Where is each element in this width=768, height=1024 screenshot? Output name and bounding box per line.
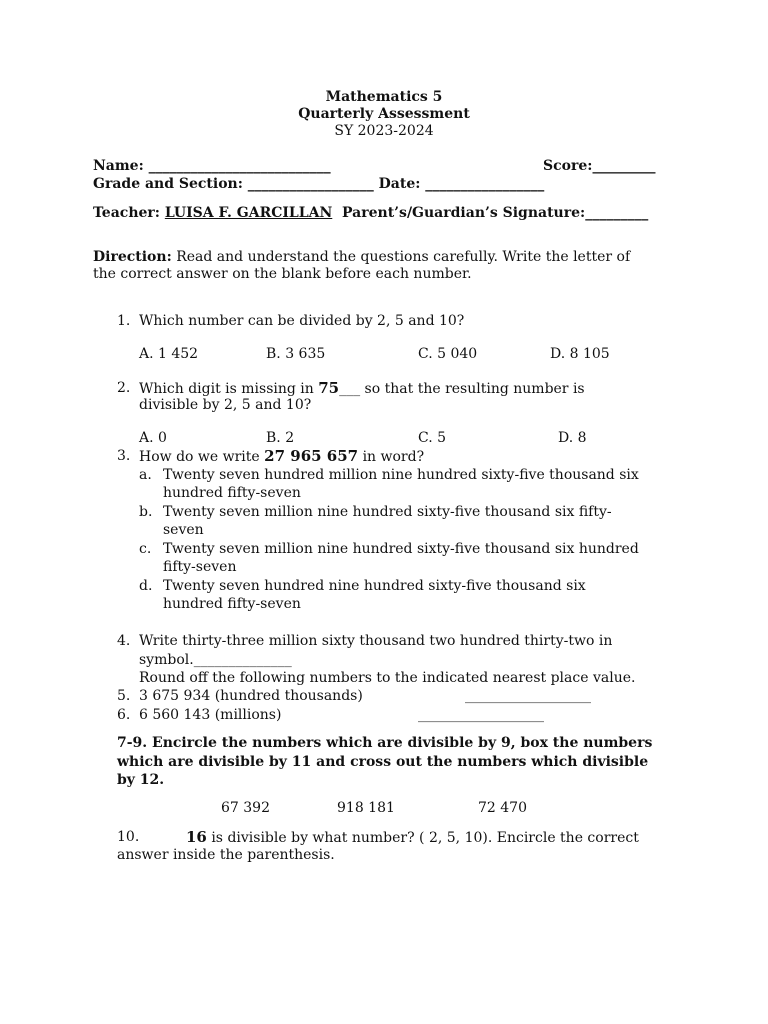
q3-option-b-line-1: Twenty seven million nine hundred sixty-five thousand six fifty- bbox=[163, 504, 612, 520]
q3-option-b-line-2: seven bbox=[163, 522, 204, 538]
q2-choice-d: D. 8 bbox=[558, 430, 587, 446]
q3-text: How do we write 27 965 657 in word? bbox=[139, 447, 425, 465]
school-year: SY 2023-2024 bbox=[334, 123, 434, 139]
q3-bold-number: 27 965 657 bbox=[264, 447, 359, 465]
q1-choice-a: A. 1 452 bbox=[139, 346, 199, 362]
name-field bbox=[93, 157, 331, 175]
q3-option-b-letter: b. bbox=[139, 504, 153, 520]
date-blank[interactable]: _________________ bbox=[425, 176, 545, 192]
q3-option-c-line-1: Twenty seven million nine hundred sixty-five thousand six hundred bbox=[163, 541, 639, 557]
page-subtitle: Quarterly Assessment bbox=[298, 106, 470, 122]
page-title: Mathematics 5 bbox=[325, 89, 443, 105]
q7-9-number-1[interactable]: 67 392 bbox=[221, 800, 270, 816]
score-label: Score: bbox=[543, 158, 593, 174]
score-field bbox=[543, 157, 655, 175]
q1-choice-b: B. 3 635 bbox=[266, 346, 326, 362]
name-blank[interactable]: __________________________ bbox=[148, 158, 331, 174]
q7-9-number-2[interactable]: 918 181 bbox=[337, 800, 395, 816]
q1-choice-d: D. 8 105 bbox=[550, 346, 610, 362]
q7-9-instruction-line-3: by 12. bbox=[117, 772, 165, 788]
grade-label: Grade and Section: bbox=[93, 176, 243, 192]
q4-number: 4. bbox=[117, 633, 131, 649]
q2-bold-number: 75 bbox=[318, 379, 340, 397]
q6-text: 6 560 143 (millions) bbox=[139, 707, 282, 723]
name-label: Name: bbox=[93, 158, 144, 174]
direction-line-1: Direction: Read and understand the questions carefully. Write the letter of bbox=[93, 249, 631, 265]
q10-text: 16 is divisible by what number? ( 2, 5, 10). Encircle the correct bbox=[186, 828, 639, 846]
q2-choice-c: C. 5 bbox=[418, 430, 447, 446]
q3-option-a-line-1: Twenty seven hundred million nine hundred sixty-five thousand six bbox=[163, 467, 639, 483]
q6-answer-blank[interactable]: __________________ bbox=[418, 707, 544, 723]
signature-label: Parent’s/Guardian’s Signature: bbox=[342, 205, 586, 221]
q10-number: 10. bbox=[117, 829, 140, 845]
q3-option-d-line-2: hundred fifty-seven bbox=[163, 596, 301, 612]
round-off-instruction: Round off the following numbers to the indicated nearest place value. bbox=[139, 670, 636, 686]
q5-answer-blank[interactable]: __________________ bbox=[465, 688, 591, 704]
q3-option-c-line-2: fifty-seven bbox=[163, 559, 237, 575]
q5-text: 3 675 934 (hundred thousands) bbox=[139, 688, 363, 704]
score-blank[interactable]: _________ bbox=[592, 158, 656, 174]
teacher-label: Teacher: bbox=[93, 205, 160, 221]
q2-choice-b: B. 2 bbox=[266, 430, 295, 446]
q5-number: 5. bbox=[117, 688, 131, 704]
q6-number: 6. bbox=[117, 707, 131, 723]
q3-option-c-letter: c. bbox=[139, 541, 152, 557]
q2-choice-a: A. 0 bbox=[139, 430, 167, 446]
q2-text: Which digit is missing in 75___ so that the resulting number is bbox=[139, 379, 585, 397]
q3-option-a-letter: a. bbox=[139, 467, 152, 483]
teacher-field bbox=[93, 204, 648, 222]
q3-option-d-line-1: Twenty seven hundred nine hundred sixty-five thousand six bbox=[163, 578, 586, 594]
grade-blank[interactable]: __________________ bbox=[247, 176, 374, 192]
q2-text-line-2: divisible by 2, 5 and 10? bbox=[139, 397, 312, 413]
q4-text-line-2: symbol.______________ bbox=[139, 652, 292, 668]
q3-option-a-line-2: hundred fifty-seven bbox=[163, 485, 301, 501]
q7-9-number-3[interactable]: 72 470 bbox=[478, 800, 527, 816]
q3-option-d-letter: d. bbox=[139, 578, 153, 594]
grade-section-field bbox=[93, 175, 544, 193]
q7-9-instruction-line-2: which are divisible by 11 and cross out the numbers which divisible bbox=[117, 754, 649, 770]
q1-number: 1. bbox=[117, 313, 131, 329]
q4-text-line-1: Write thirty-three million sixty thousand two hundred thirty-two in bbox=[139, 633, 613, 649]
q1-choice-c: C. 5 040 bbox=[418, 346, 478, 362]
q1-text: Which number can be divided by 2, 5 and 10? bbox=[139, 313, 465, 329]
teacher-name: LUISA F. GARCILLAN bbox=[164, 205, 333, 221]
direction-label: Direction: bbox=[93, 249, 172, 265]
q3-number: 3. bbox=[117, 448, 131, 464]
q7-9-instruction-line-1: 7-9. Encircle the numbers which are divisible by 9, box the numbers bbox=[117, 735, 653, 751]
direction-line-2: the correct answer on the blank before each number. bbox=[93, 266, 472, 282]
q10-text-line-2: answer inside the parenthesis. bbox=[117, 847, 335, 863]
q2-number: 2. bbox=[117, 380, 131, 396]
q10-bold-number: 16 bbox=[186, 828, 207, 846]
signature-blank[interactable]: _________ bbox=[585, 205, 649, 221]
date-label: Date: bbox=[378, 176, 421, 192]
